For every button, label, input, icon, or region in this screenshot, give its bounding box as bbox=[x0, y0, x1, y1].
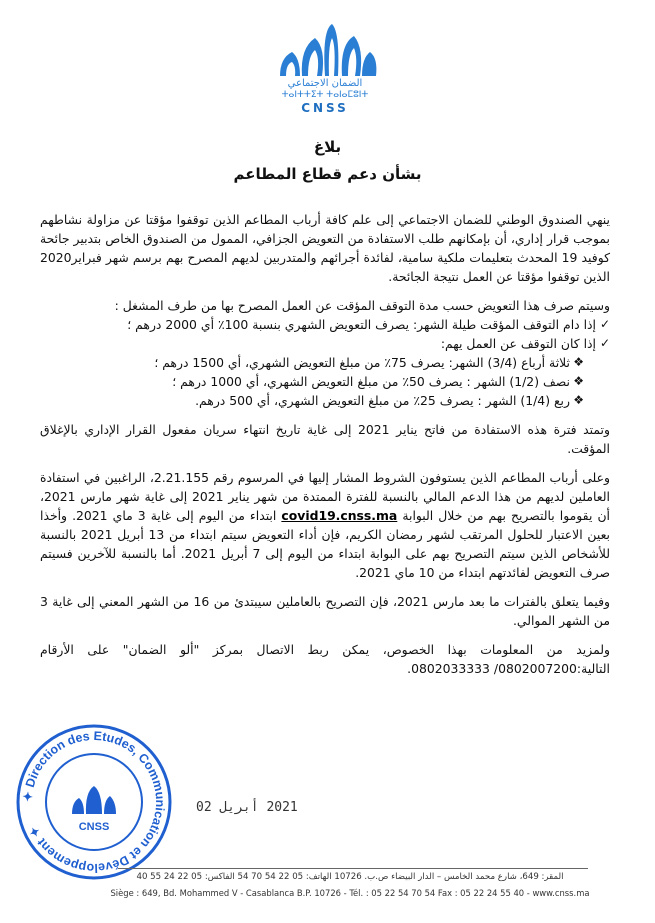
document-subtitle: بشأن دعم قطاع المطاعم bbox=[233, 165, 422, 183]
paragraph-contact: ولمزيد من المعلومات بهذا الخصوص، يمكن ربط الاتصال بمركز "ألو الضمان" على الأرقام التالية:0802007200/ 0802033333. bbox=[40, 642, 610, 676]
document-date: 2021 أبريل 02 bbox=[196, 800, 298, 815]
checkmark-icon: ✓ bbox=[599, 336, 610, 350]
official-stamp bbox=[14, 722, 174, 882]
paragraph-duration: وتمتد فترة هذه الاستفادة من فاتح يناير 2021 إلى غاية تاريخ انتهاء سريان مفعول القرار الإداري بالإغلاق المؤقت. bbox=[40, 422, 610, 456]
stamp-icon bbox=[14, 722, 174, 882]
logo-tifinagh-text: ⵜⴰⵏⵜⵜⵉⵜ ⵜⴰⵏⴰⵎⵓⵏⵜ bbox=[281, 90, 369, 100]
list-item-text: إذا كان التوقف عن العمل يهم: bbox=[440, 336, 596, 351]
declaration-text-end: ابتداء من اليوم إلى غاية 3 ماي 2021. وأخذا بعين الاعتبار للحلول المرتقب لشهر رمضان الكريم، فإن أداء التعويض سيتم ابتداء من 13 أبريل 2021 بالنسبة للأشخاص الذين سيتم التصريح بهم على البوابة ابتداء من اليوم إلى 7 أبريل 2021. أما بالنسبة للآخرين فسيتم صرف التعويض لفائدتهم ابتداء من 10 ماي 2021. bbox=[40, 508, 610, 580]
document-title: بلاغ bbox=[313, 138, 342, 156]
sub-item-text: ربع (1/4) الشهر : يصرف 25٪ من مبلغ التعويض الشهري، أي 500 درهم. bbox=[195, 393, 570, 408]
paragraph-intro: ينهي الصندوق الوطني للضمان الاجتماعي إلى علم كافة أرباب المطاعم الذين توقفوا مؤقتا عن مزاولة نشاطهم بموجب قرار إداري، أن بإمكانهم طلب الاستفادة من التعويض الجزافي، الممول من الصندوق الخاص بتدبير جائحة كوفيد 19 المحدث بتعليمات ملكية سامية، لفائدة أجرائهم والمتدربين لديهم المصرح بهم برسم شهر فبراير2020 الذين توقفوا مؤقتا عن العمل نتيجة الجائحة. bbox=[40, 212, 610, 284]
logo-arabic-text: الضمان الاجتماعي bbox=[287, 78, 363, 89]
cnss-emblem-icon bbox=[270, 18, 380, 78]
footer-divider bbox=[118, 868, 588, 869]
compensation-intro: وسيتم صرف هذا التعويض حسب مدة التوقف المؤقت عن العمل المصرح بها من طرف المشغل : bbox=[114, 298, 610, 313]
diamond-bullet-icon: ❖ bbox=[573, 374, 584, 388]
sub-item-text: ثلاثة أرباع (3/4) الشهر: يصرف 75٪ من مبلغ التعويض الشهري، أي 1500 درهم ؛ bbox=[154, 355, 570, 370]
footer-address-arabic: المقر: 649، شارع محمد الخامس – الدار البيضاء ص.ب. 10726 الهاتف: 05 22 54 70 54 الفاكس: 05 22 24 55 40 bbox=[136, 872, 564, 882]
compensation-section bbox=[40, 296, 610, 410]
document-body bbox=[40, 210, 610, 688]
portal-link[interactable]: covid19.cnss.ma bbox=[281, 508, 398, 523]
logo-cnss-text: CNSS bbox=[301, 101, 349, 115]
sub-item-quarter bbox=[40, 391, 610, 410]
footer-address-french: Siège : 649, Bd. Mohammed V - Casablanca B.P. 10726 - Tél. : 05 22 54 70 54 Fax : 05 22 24 55 40 - www.cnss.ma bbox=[110, 888, 590, 898]
paragraph-declaration bbox=[40, 468, 610, 582]
list-item-partial bbox=[40, 334, 610, 353]
list-item-full-month bbox=[40, 315, 610, 334]
list-item-text: إذا دام التوقف المؤقت طيلة الشهر: يصرف التعويض الشهري بنسبة 100٪ أي 2000 درهم ؛ bbox=[127, 317, 596, 332]
declaration-text-start: وعلى أرباب المطاعم الذين يستوفون الشروط المشار إليها في المرسوم رقم 2.21.155، الراغبين في استفادة العاملين لديهم من هذا الدعم المالي بالنسبة للفترة الممتدة من شهر يناير 2021 إلى غاية شهر مارس 2021، أن يقوموا بالتصريح بهم من خلال البوابة bbox=[40, 470, 610, 523]
cnss-logo bbox=[270, 18, 380, 113]
diamond-bullet-icon: ❖ bbox=[573, 393, 584, 407]
stamp-ring-text: ✦ Direction des Etudes, Communication et Développement ✦ bbox=[20, 728, 168, 876]
sub-item-three-quarters bbox=[40, 353, 610, 372]
diamond-bullet-icon: ❖ bbox=[573, 355, 584, 369]
sub-item-text: نصف (1/2) الشهر : يصرف 50٪ من مبلغ التعويض الشهري، أي 1000 درهم ؛ bbox=[172, 374, 570, 389]
checkmark-icon: ✓ bbox=[599, 317, 610, 331]
sub-item-half bbox=[40, 372, 610, 391]
paragraph-later-periods: وفيما يتعلق بالفترات ما بعد مارس 2021، فإن التصريح بالعاملين سيبتدئ من 16 من الشهر المعني إلى غاية 3 من الشهر الموالي. bbox=[40, 594, 610, 628]
stamp-label: CNSS bbox=[78, 821, 110, 833]
